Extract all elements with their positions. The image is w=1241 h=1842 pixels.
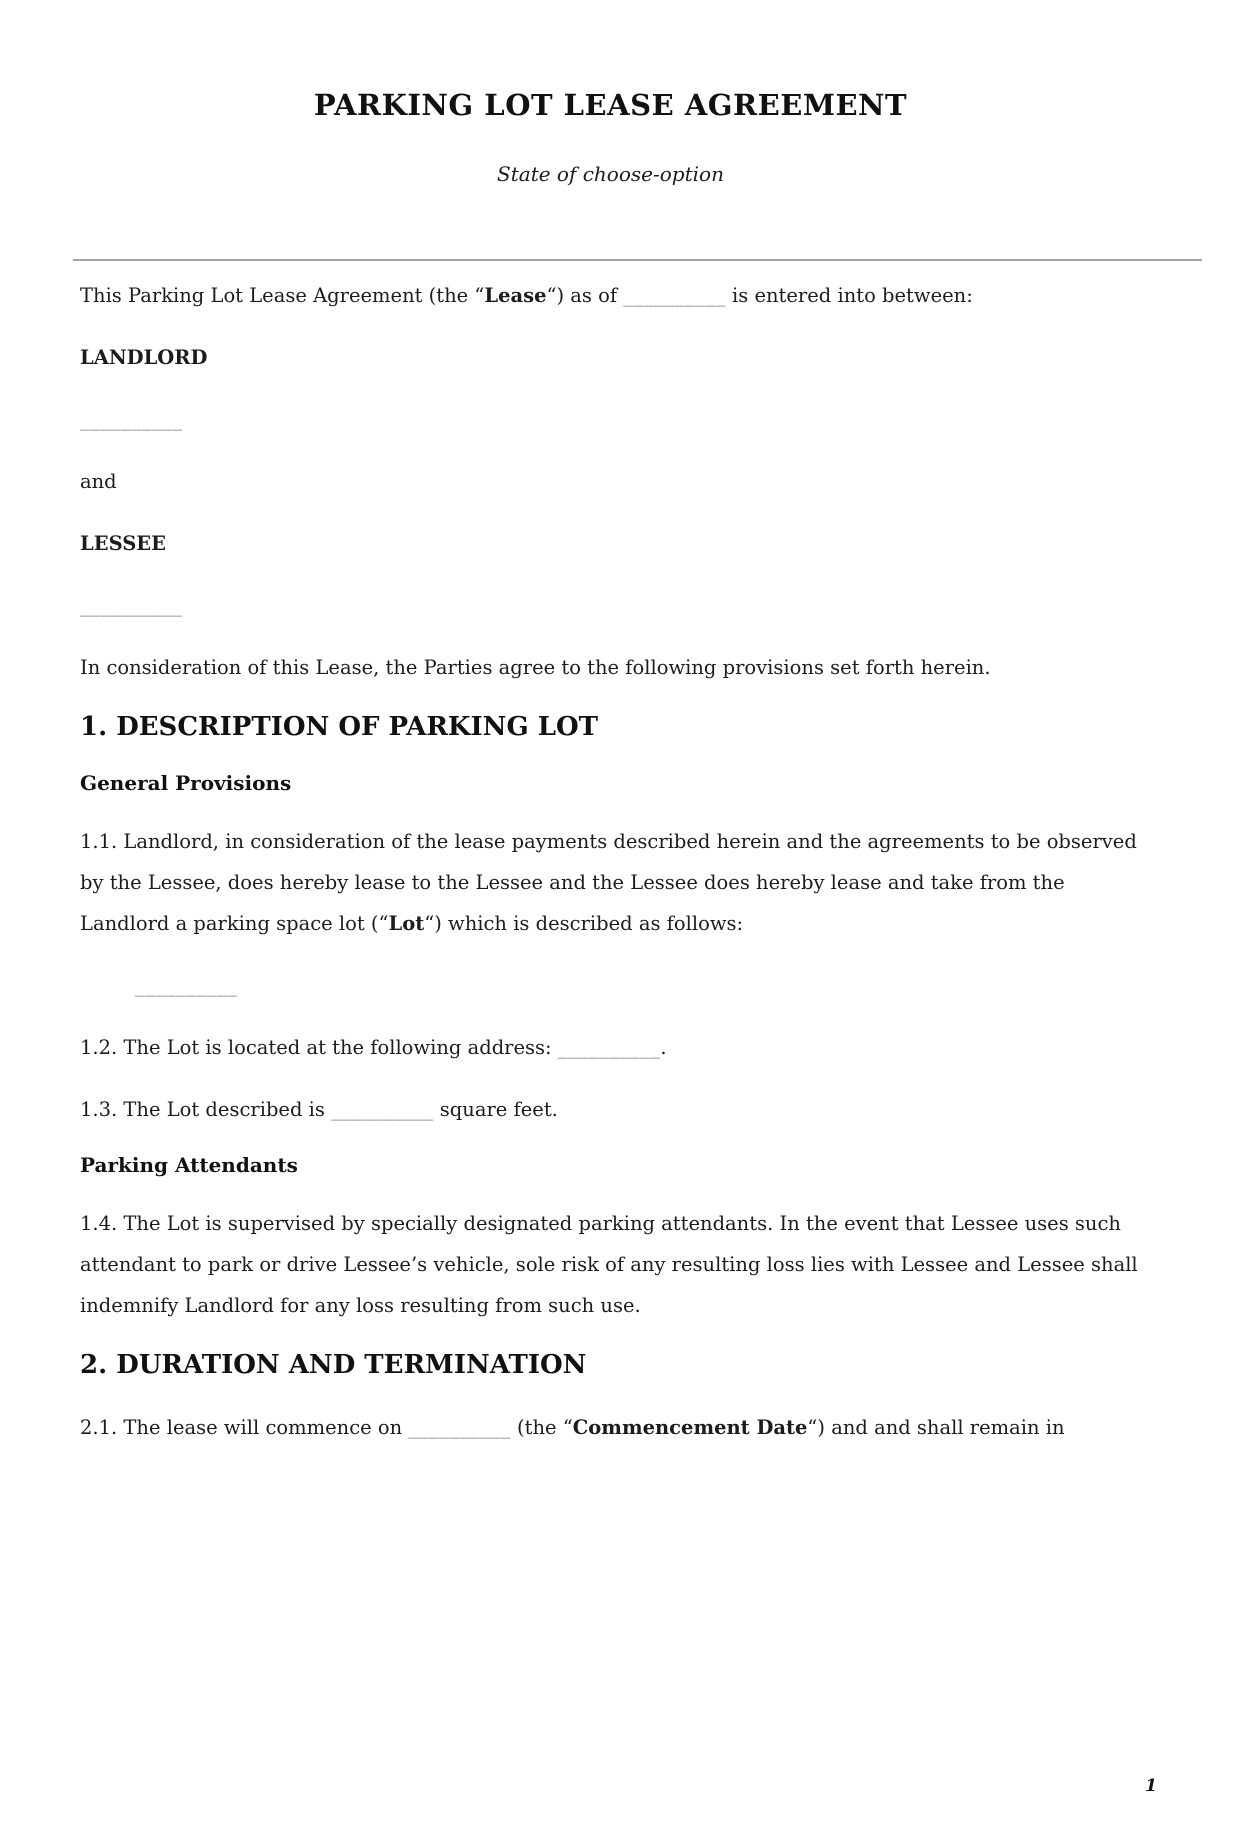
intro-text-mid: “) as of bbox=[546, 284, 624, 307]
document-subtitle: State of choose-option bbox=[497, 162, 724, 186]
effective-date-blank: __________ bbox=[623, 284, 726, 307]
section-2-heading: 2. DURATION AND TERMINATION bbox=[80, 1350, 587, 1380]
general-provisions-subheading: General Provisions bbox=[80, 771, 292, 795]
clause-1-3-text-post: square feet. bbox=[433, 1098, 558, 1121]
clause-2-1-text-pre: 2.1. The lease will commence on bbox=[80, 1416, 409, 1439]
lot-description-blank-line bbox=[80, 965, 1141, 1006]
clause-1-1-text-post: “) which is described as follows: bbox=[424, 912, 744, 935]
clause-1-2-text-post: . bbox=[660, 1036, 667, 1059]
parties-conjunction: and bbox=[80, 470, 117, 493]
lot-address-blank: __________ bbox=[557, 1036, 661, 1059]
lessee-name-blank-line bbox=[80, 585, 1141, 626]
clause-1-3-text-pre: 1.3. The Lot described is bbox=[80, 1098, 332, 1121]
clause-1-2 bbox=[80, 1027, 1141, 1068]
landlord-name-blank: __________ bbox=[80, 408, 183, 431]
page-title: PARKING LOT LEASE AGREEMENT bbox=[313, 88, 908, 122]
parking-attendants-subheading: Parking Attendants bbox=[80, 1153, 298, 1177]
commencement-date-term: Commencement Date bbox=[572, 1416, 808, 1439]
lot-term: Lot bbox=[388, 912, 425, 935]
consideration-paragraph: In consideration of this Lease, the Parties agree to the following provisions set forth herein. bbox=[80, 656, 991, 679]
clause-1-4: 1.4. The Lot is supervised by specially designated parking attendants. In the event that Lessee uses such attendant to park or drive Lessee’s vehicle, sole risk of any resulting loss lies with Lessee and Lessee shall indemnify Landlord for any loss resulting from such use. bbox=[80, 1212, 1138, 1317]
lot-description-blank: __________ bbox=[135, 974, 238, 997]
commencement-date-blank: __________ bbox=[408, 1416, 511, 1439]
clause-2-1 bbox=[80, 1407, 1141, 1448]
lot-square-feet-blank: __________ bbox=[331, 1098, 434, 1121]
landlord-label: LANDLORD bbox=[80, 346, 208, 369]
landlord-name-blank-line bbox=[80, 399, 1141, 440]
intro-paragraph bbox=[80, 275, 1141, 316]
header-divider bbox=[73, 259, 1202, 261]
intro-text-post: is entered into between: bbox=[725, 284, 973, 307]
clause-1-3 bbox=[80, 1089, 1141, 1130]
clause-1-2-text-pre: 1.2. The Lot is located at the following address: bbox=[80, 1036, 558, 1059]
page-number: 1 bbox=[1145, 1776, 1157, 1796]
clause-1-1-text-pre: 1.1. Landlord, in consideration of the lease payments described herein and the agreements to be observed by the Lessee, does hereby lease to the Lessee and the Lessee does hereby lease and take from the Landlord a parking space lot (“ bbox=[80, 830, 1137, 935]
clause-1-1 bbox=[80, 821, 1141, 944]
lessee-label: LESSEE bbox=[80, 532, 167, 555]
intro-text-pre: This Parking Lot Lease Agreement (the “ bbox=[80, 284, 485, 307]
lessee-name-blank: __________ bbox=[80, 594, 183, 617]
clause-2-1-text-post: “) and and shall remain in bbox=[807, 1416, 1065, 1439]
lease-term: Lease bbox=[484, 284, 547, 307]
document-page bbox=[0, 88, 1241, 1842]
section-1-heading: 1. DESCRIPTION OF PARKING LOT bbox=[80, 712, 598, 742]
clause-2-1-text-mid: (the “ bbox=[510, 1416, 573, 1439]
